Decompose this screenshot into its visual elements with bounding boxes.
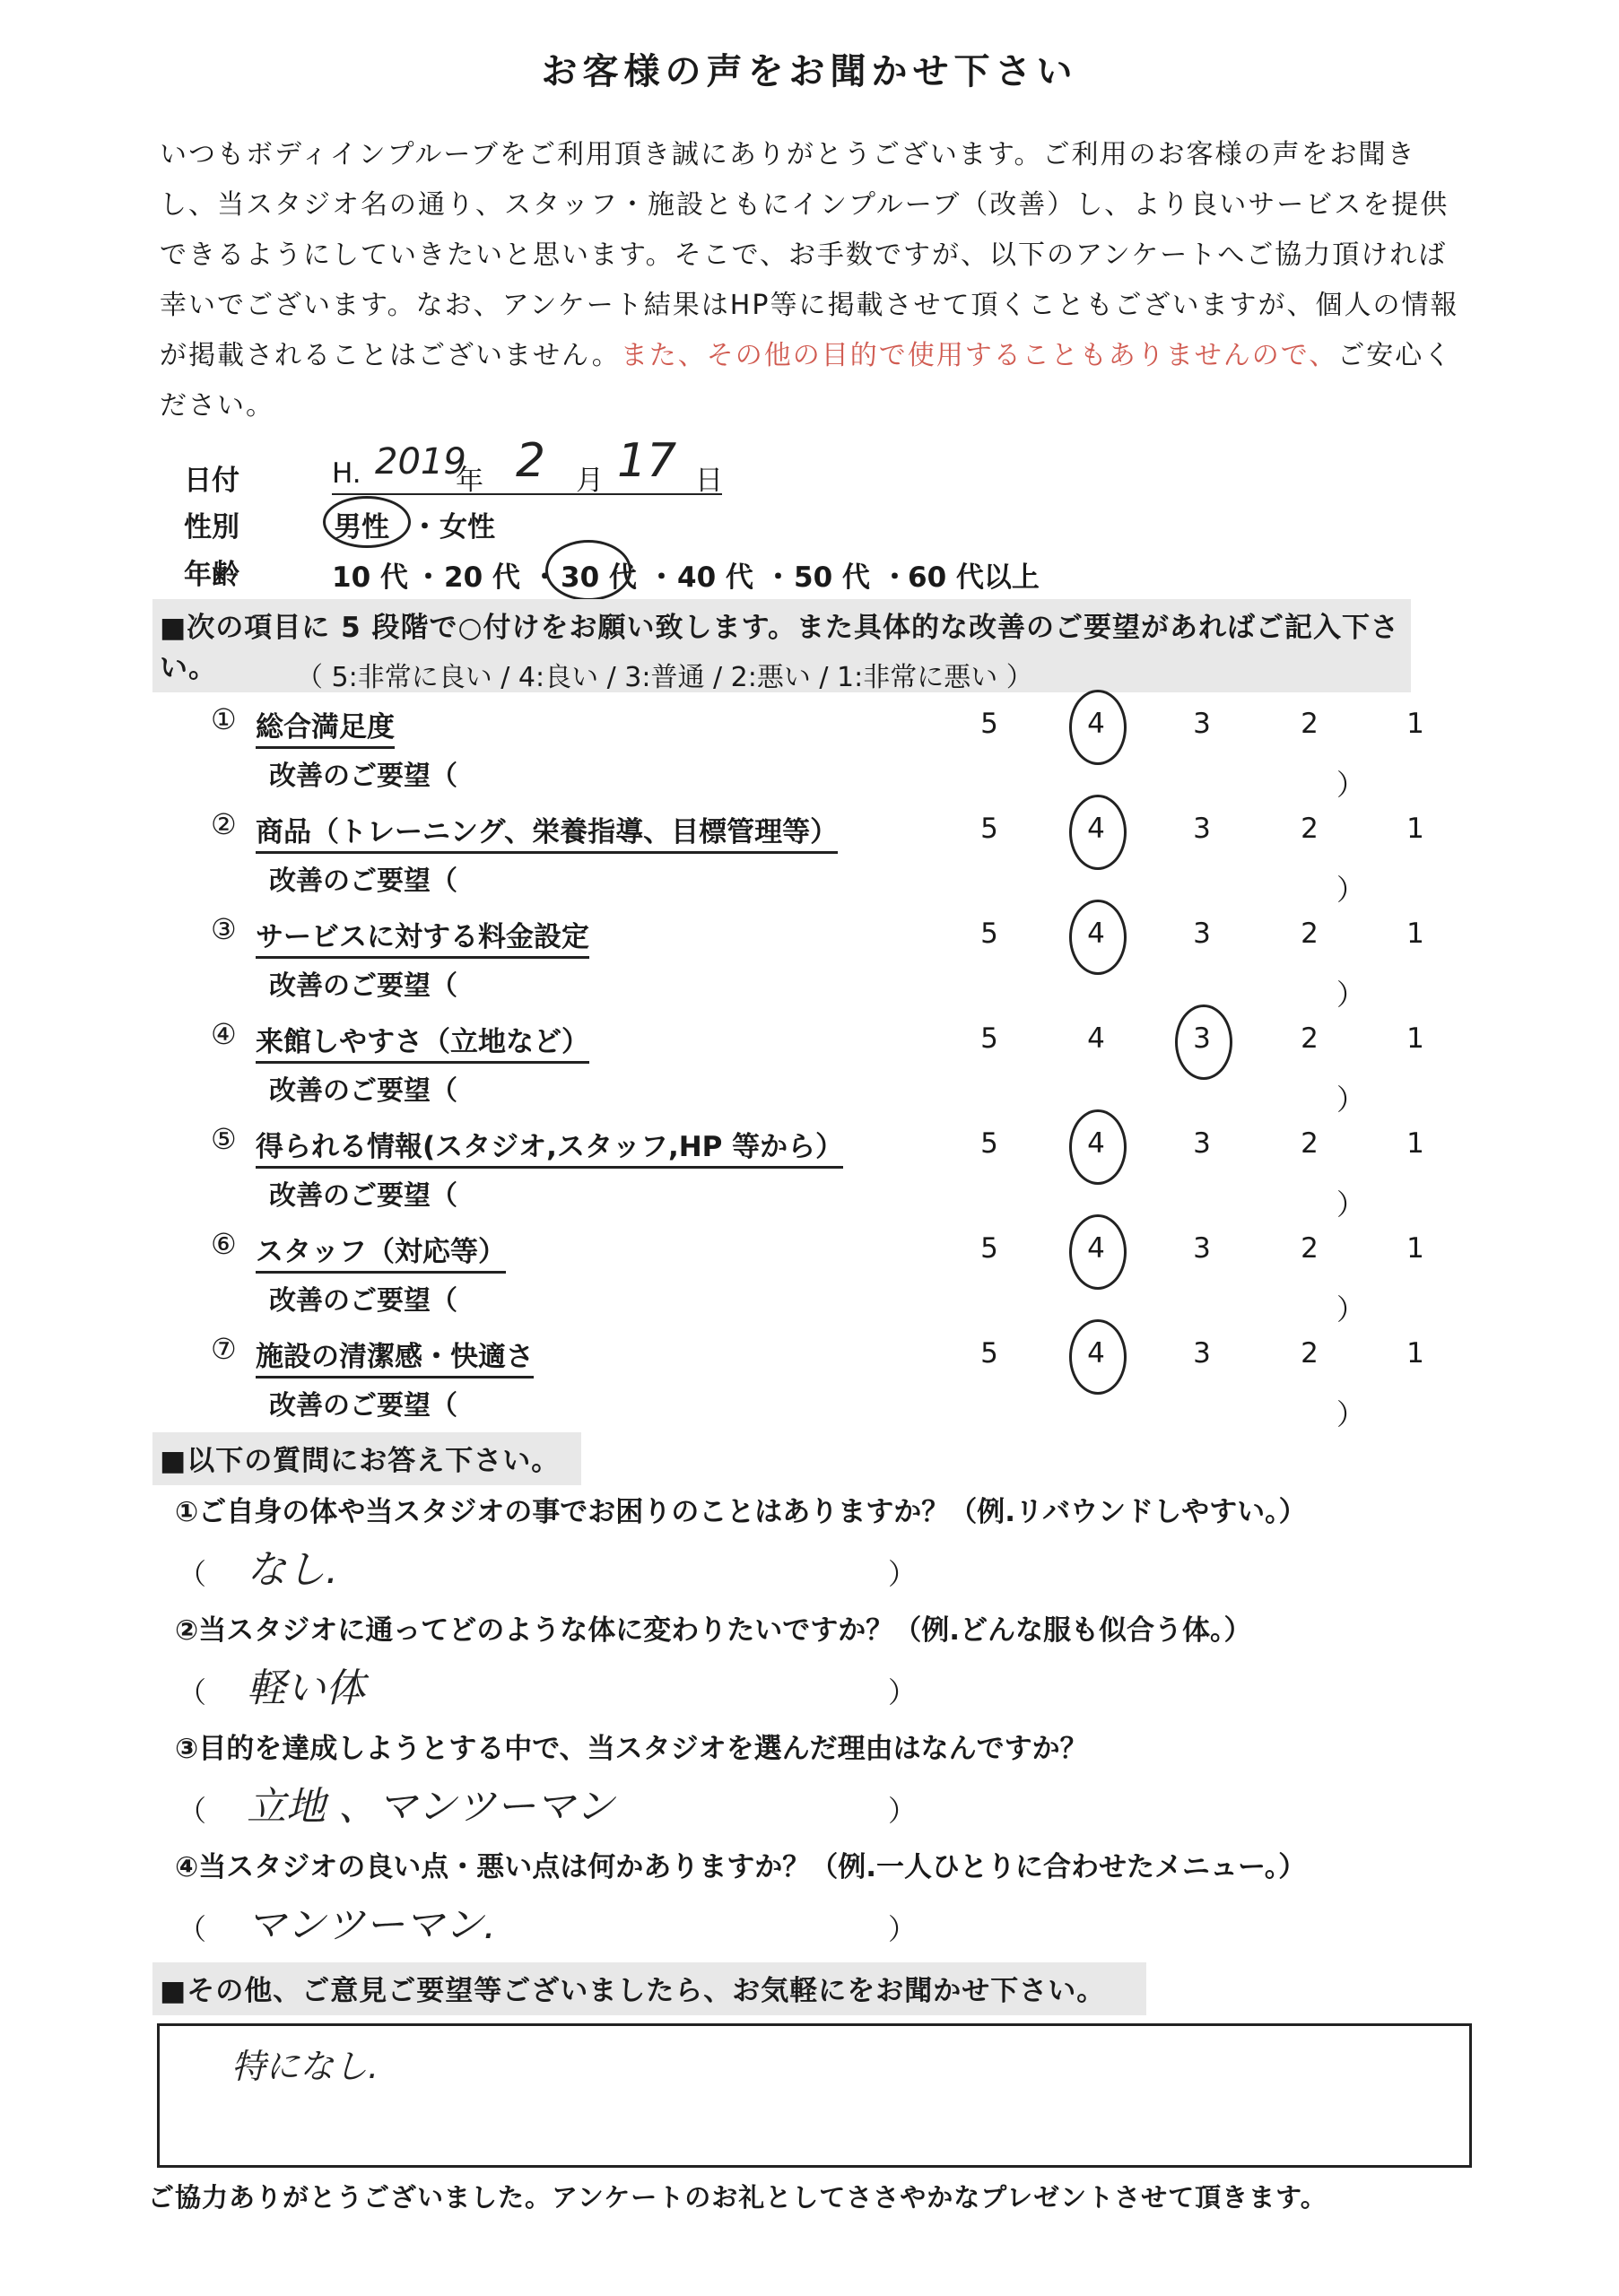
intro-red-text: また、その他の目的で使用することもありませんので、 [620, 340, 1338, 371]
answer-open-paren: （ [178, 1912, 207, 1946]
improvement-label: 改善のご要望（ [269, 970, 457, 1002]
date-field[interactable] [332, 434, 723, 497]
other-comments-handwritten: 特になし. [231, 2047, 379, 2086]
answer-open-paren: （ [178, 1557, 207, 1591]
rating-option[interactable]: 5 [980, 918, 998, 950]
intro-tail: ご安心ください。 [160, 340, 1453, 422]
improvement-input[interactable] [502, 858, 1327, 898]
rating-item-number: ⑥ [211, 1227, 237, 1261]
questions-section-heading: ■以下の質問にお答え下さい。 [152, 1432, 581, 1485]
rating-item-number: ③ [211, 912, 237, 946]
rating-option[interactable]: 3 [1193, 1232, 1211, 1265]
improvement-label: 改善のご要望（ [269, 761, 457, 792]
rating-item-label: スタッフ（対応等） [256, 1229, 506, 1274]
improvement-input[interactable] [502, 1278, 1327, 1318]
age-separator: ・ [881, 561, 909, 594]
intro-paragraph [160, 130, 1469, 431]
date-day-handwritten: 17 [617, 434, 677, 488]
date-label: 日付 [184, 465, 239, 497]
footer-thanks: ご協力ありがとうございました。アンケートのお礼としてささやかなプレゼントさせて頂きます。 [148, 2182, 1327, 2213]
rating-option[interactable]: 3 [1193, 1127, 1211, 1160]
rating-option[interactable]: 4 [1087, 1022, 1105, 1055]
rating-item-number: ② [211, 807, 237, 841]
answer-close-paren: ） [888, 1675, 918, 1709]
rating-option[interactable]: 4 [1087, 708, 1105, 740]
age-option-30[interactable]: 30 代 [561, 561, 637, 594]
rating-item-label: 得られる情報(スタジオ,スタッフ,HP 等から） [256, 1124, 843, 1169]
gender-option-male[interactable]: 男性 [334, 511, 389, 544]
rating-option[interactable]: 2 [1301, 813, 1319, 845]
date-prefix: H. [332, 457, 361, 490]
answer-close-paren: ） [888, 1912, 918, 1946]
gender-selection-circle [323, 496, 411, 548]
improvement-label: 改善のご要望（ [269, 1180, 457, 1212]
age-separator: ・ [648, 561, 675, 594]
answer-open-paren: （ [178, 1675, 207, 1709]
rating-option[interactable]: 4 [1087, 1337, 1105, 1370]
age-option-60-plus[interactable]: 60 代以上 [908, 561, 1040, 594]
other-comments-box[interactable] [157, 2023, 1472, 2168]
rating-item-label: 来館しやすさ（立地など） [256, 1019, 589, 1064]
rating-item-label: 総合満足度 [256, 704, 395, 749]
rating-item-number: ④ [211, 1017, 237, 1051]
improvement-close-paren: ） [1336, 1083, 1366, 1117]
improvement-close-paren: ） [1336, 1292, 1366, 1326]
improvement-input[interactable] [502, 753, 1327, 793]
rating-option[interactable]: 4 [1087, 918, 1105, 950]
question-text: ①ご自身の体や当スタジオの事でお困りのことはありますか？（例.リバウンドしやすい。） [175, 1496, 1307, 1528]
improvement-close-paren: ） [1336, 873, 1366, 907]
age-separator: ・ [764, 561, 792, 594]
date-year-unit: 年 [456, 465, 483, 497]
rating-item-label: 商品（トレーニング、栄養指導、目標管理等） [256, 809, 838, 854]
rating-option[interactable]: 1 [1406, 1337, 1424, 1370]
rating-option[interactable]: 2 [1301, 1022, 1319, 1055]
rating-item-number: ⑦ [211, 1332, 237, 1366]
age-selection-circle [545, 540, 631, 601]
rating-item-label: 施設の清潔感・快適さ [256, 1334, 534, 1378]
date-year-handwritten: 2019 [375, 441, 466, 483]
age-option-20[interactable]: 20 代 [444, 561, 520, 594]
question-text: ②当スタジオに通ってどのような体に変わりたいですか？（例.どんな服も似合う体。） [175, 1614, 1252, 1647]
rating-item-number: ① [211, 702, 237, 736]
question-text: ④当スタジオの良い点・悪い点は何かありますか？（例.一人ひとりに合わせたメニュー。） [175, 1851, 1307, 1883]
improvement-input[interactable] [502, 963, 1327, 1003]
rating-option[interactable]: 2 [1301, 708, 1319, 740]
page-title: お客様の声をお聞かせ下さい [541, 51, 1078, 92]
answer-handwritten[interactable]: 立地 、マンツーマン [247, 1784, 614, 1830]
answer-close-paren: ） [888, 1557, 918, 1591]
rating-option[interactable]: 1 [1406, 708, 1424, 740]
rating-option[interactable]: 3 [1193, 1022, 1211, 1055]
age-separator: ・ [414, 561, 442, 594]
gender-option-female[interactable]: 女性 [440, 511, 495, 544]
rating-option[interactable]: 3 [1193, 1337, 1211, 1370]
rating-scale-legend: （ 5:非常に良い / 4:良い / 3:普通 / 2:悪い / 1:非常に悪い ） [296, 662, 1033, 693]
rating-option[interactable]: 2 [1301, 1232, 1319, 1265]
improvement-input[interactable] [502, 1173, 1327, 1213]
improvement-input[interactable] [502, 1068, 1327, 1108]
rating-option[interactable]: 2 [1301, 1127, 1319, 1160]
answer-handwritten[interactable]: マンツーマン. [247, 1902, 496, 1948]
rating-item-number: ⑤ [211, 1122, 237, 1156]
improvement-close-paren: ） [1336, 978, 1366, 1012]
rating-option[interactable]: 5 [980, 1337, 998, 1370]
improvement-label: 改善のご要望（ [269, 865, 457, 897]
rating-option[interactable]: 3 [1193, 813, 1211, 845]
rating-option[interactable]: 1 [1406, 918, 1424, 950]
rating-option[interactable]: 2 [1301, 1337, 1319, 1370]
improvement-input[interactable] [502, 1383, 1327, 1422]
rating-option[interactable]: 5 [980, 1127, 998, 1160]
improvement-close-paren: ） [1336, 1397, 1366, 1431]
age-label: 年齢 [184, 559, 239, 591]
improvement-label: 改善のご要望（ [269, 1390, 457, 1422]
answer-handwritten[interactable]: 軽い体 [247, 1665, 365, 1711]
age-option-50[interactable]: 50 代 [794, 561, 870, 594]
rating-option[interactable]: 2 [1301, 918, 1319, 950]
rating-item-label: サービスに対する料金設定 [256, 914, 589, 959]
improvement-label: 改善のご要望（ [269, 1075, 457, 1107]
rating-option[interactable]: 1 [1406, 1232, 1424, 1265]
rating-option[interactable]: 3 [1193, 918, 1211, 950]
age-option-10[interactable]: 10 代 [332, 561, 408, 594]
rating-option[interactable]: 1 [1406, 1022, 1424, 1055]
date-month-unit: 月 [576, 465, 604, 497]
rating-option[interactable]: 1 [1406, 813, 1424, 845]
intro-text: いつもボディインプルーブをご利用頂き誠にありがとうございます。ご利用のお客様の声をお聞きし、当スタジオ名の通り、スタッフ・施設ともにインプルーブ（改善）し、より良いサービスを提供できるようにしていきたいと思います。そこで、お手数ですが、以下のアンケートへご協力頂ければ幸いでございます。なお、アンケート結果はHP等に掲載させて頂くこともございますが、個人の情報が掲載されることはございません。 [160, 139, 1459, 371]
answer-close-paren: ） [888, 1794, 918, 1828]
rating-option[interactable]: 5 [980, 708, 998, 740]
rating-option[interactable]: 4 [1087, 813, 1105, 845]
rating-option[interactable]: 3 [1193, 708, 1211, 740]
rating-option[interactable]: 5 [980, 1022, 998, 1055]
gender-label: 性別 [184, 511, 239, 544]
date-day-unit: 日 [695, 465, 723, 497]
rating-option[interactable]: 5 [980, 1232, 998, 1265]
answer-handwritten[interactable]: なし. [247, 1547, 338, 1593]
improvement-close-paren: ） [1336, 768, 1366, 802]
rating-option[interactable]: 1 [1406, 1127, 1424, 1160]
age-separator: ・ [531, 561, 559, 594]
other-section-heading: ■その他、ご意見ご要望等ございましたら、お気軽にをお聞かせ下さい。 [152, 1962, 1146, 2015]
rating-option[interactable]: 4 [1087, 1232, 1105, 1265]
gender-separator: ・ [411, 511, 439, 544]
rating-option[interactable]: 5 [980, 813, 998, 845]
answer-open-paren: （ [178, 1794, 207, 1828]
rating-option[interactable]: 4 [1087, 1127, 1105, 1160]
age-option-40[interactable]: 40 代 [677, 561, 753, 594]
date-month-handwritten: 2 [516, 434, 546, 488]
rating-section-heading: ■次の項目に 5 段階で○付けをお願い致します。また具体的な改善のご要望があればご記入下さい。 [152, 599, 1411, 692]
question-text: ③目的を達成しようとする中で、当スタジオを選んだ理由はなんですか？ [175, 1733, 1088, 1765]
improvement-close-paren: ） [1336, 1187, 1366, 1222]
improvement-label: 改善のご要望（ [269, 1285, 457, 1317]
